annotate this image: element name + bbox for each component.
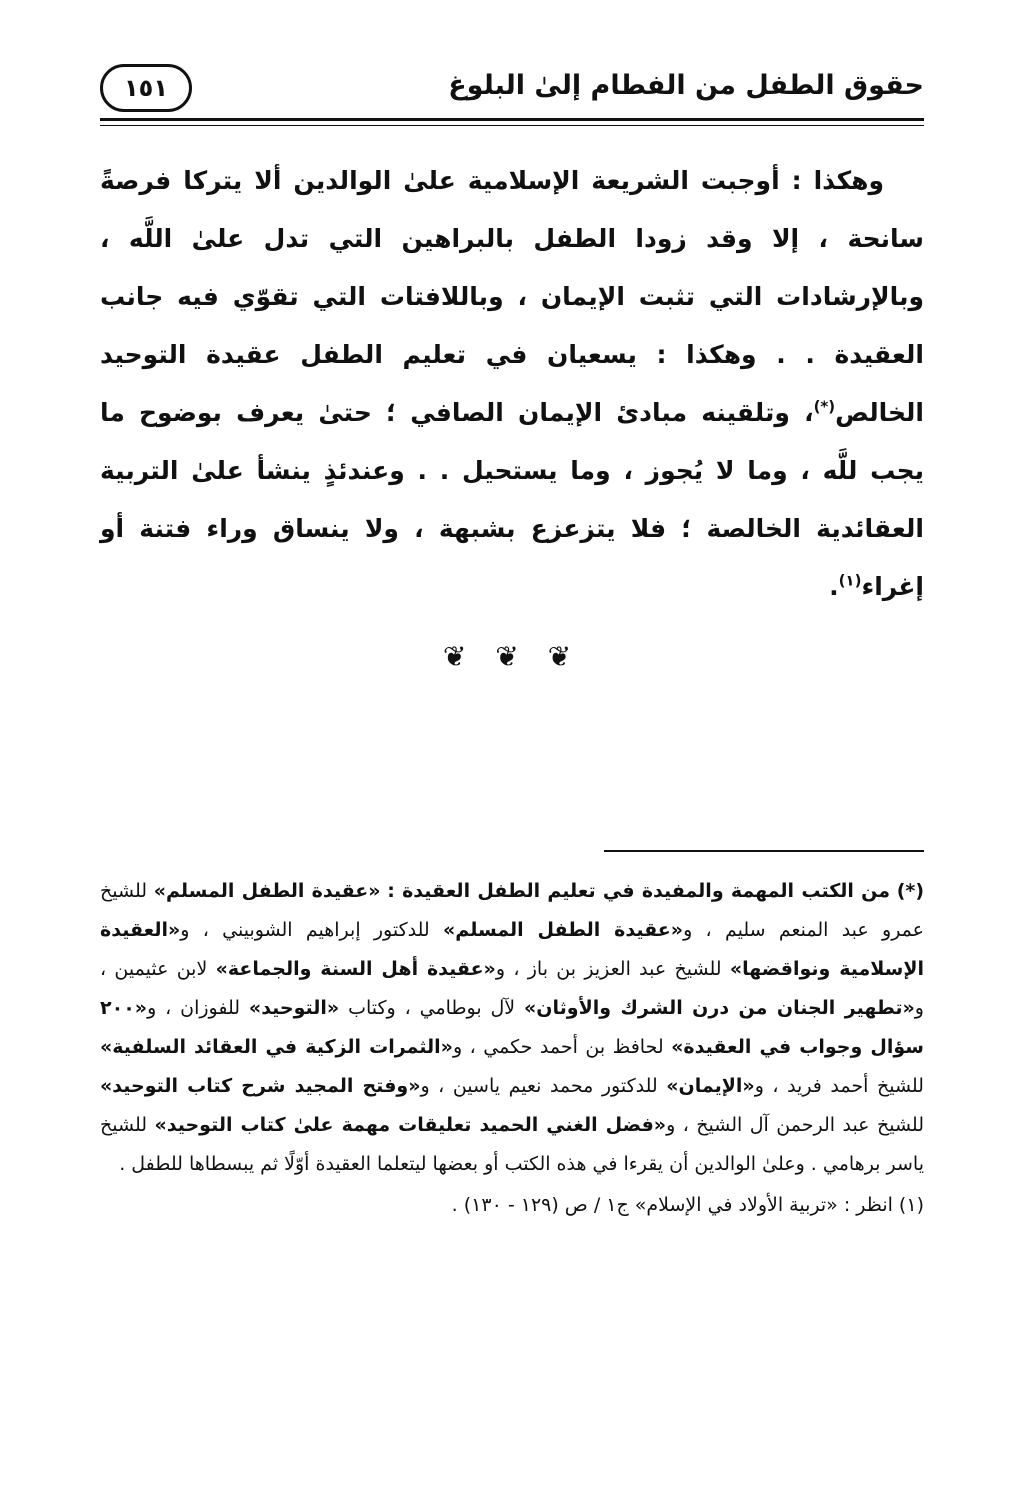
book-author: لحافظ بن أحمد حكمي ، و: [452, 1036, 664, 1058]
book-title: «عقيدة الطفل المسلم»: [153, 880, 381, 902]
book-author: للشيخ عبد العزيز بن باز ، و: [495, 958, 722, 980]
book-title: «٢٠٠ سؤال وجواب في العقيدة»: [100, 997, 924, 1058]
book-title: «عقيدة أهل السنة والجماعة»: [215, 958, 496, 980]
footnote-star-marker: (*): [896, 880, 925, 902]
book-title: «تطهير الجنان من درن الشرك والأوثان»: [524, 997, 915, 1019]
footnote-ref-star[interactable]: (*): [813, 397, 836, 416]
page-header: [100, 60, 924, 120]
book-title: «العقيدة الإسلامية ونواقضها»: [100, 919, 925, 980]
footnote-closing: للشيخ ياسر برهامي . وعلىٰ الوالدين أن يقرءا في هذه الكتب أو بعضها ليتعلما العقيدة أوّلًا ثم يبسطاها للطفل .: [100, 1114, 924, 1175]
running-title: حقوق الطفل من الفطام إلىٰ البلوغ: [448, 70, 924, 101]
book-title: «التوحيد»: [248, 997, 340, 1019]
book-author: للفوزان ، و: [147, 997, 241, 1019]
book-title: «وفتح المجيد شرح كتاب التوحيد»: [100, 1075, 421, 1097]
footnote-star: [100, 872, 924, 1184]
ornament-divider: ❦ ❦ ❦: [442, 640, 582, 673]
book-author: للدكتور محمد نعيم ياسين ، و: [420, 1075, 658, 1097]
book-author: للشيخ عبد الرحمن آل الشيخ ، و: [666, 1114, 924, 1136]
book-title: «فضل الغني الحميد تعليقات مهمة علىٰ كتاب التوحيد»: [154, 1114, 667, 1136]
footnotes: [100, 872, 924, 1225]
paragraph-end: .: [829, 572, 839, 601]
book-author: للشيخ عمرو عبد المنعم سليم ، و: [100, 880, 925, 941]
book-author: للشيخ أحمد فريد ، و: [754, 1075, 924, 1097]
footnote-1: (١) انظر : «تربية الأولاد في الإسلام» ج١ / ص (١٢٩ - ١٣٠) .: [451, 1194, 924, 1216]
paragraph-part-2: ، وتلقينه مبادئ الإيمان الصافي ؛ حتىٰ يعرف بوضوح ما يجب للَّه ، وما لا يُجوز ، وما يستحيل . . وعندئذٍ ينشأ علىٰ التربية العقائدية الخالصة ؛ فلا يتزعزع بشبهة ، ولا ينساق وراء فتنة أو إغراء: [100, 398, 924, 601]
footnote-ref-1[interactable]: (١): [838, 571, 862, 590]
footnote-lead: من الكتب المهمة والمفيدة في تعليم الطفل العقيدة :: [387, 880, 891, 902]
book-author: لابن عثيمين ، و: [100, 958, 924, 1019]
page-number: ١٥١: [100, 64, 192, 112]
book-title: «عقيدة الطفل المسلم»: [443, 919, 684, 941]
book-title: «الثمرات الزكية في العقائد السلفية»: [100, 1036, 453, 1058]
book-author: لآل بوطامي ، وكتاب: [348, 997, 516, 1019]
header-rule: [100, 118, 924, 126]
book-page: [100, 60, 925, 1216]
footnote-rule: [604, 850, 924, 852]
paragraph-part-1: وهكذا : أوجبت الشريعة الإسلامية علىٰ الوالدين ألا يتركا فرصةً سانحة ، إلا وقد زودا الطفل بالبراهين التي تدل علىٰ اللَّه ، وبالإرشادات التي تثبت الإيمان ، وباللافتات التي تقوّي فيه جانب العقيدة . . وهكذا : يسعيان في تعليم الطفل عقيدة التوحيد الخالص: [100, 166, 924, 427]
main-paragraph: [100, 152, 924, 616]
book-title: «الإيمان»: [666, 1075, 755, 1097]
book-author: للدكتور إبراهيم الشوبيني ، و: [180, 919, 430, 941]
